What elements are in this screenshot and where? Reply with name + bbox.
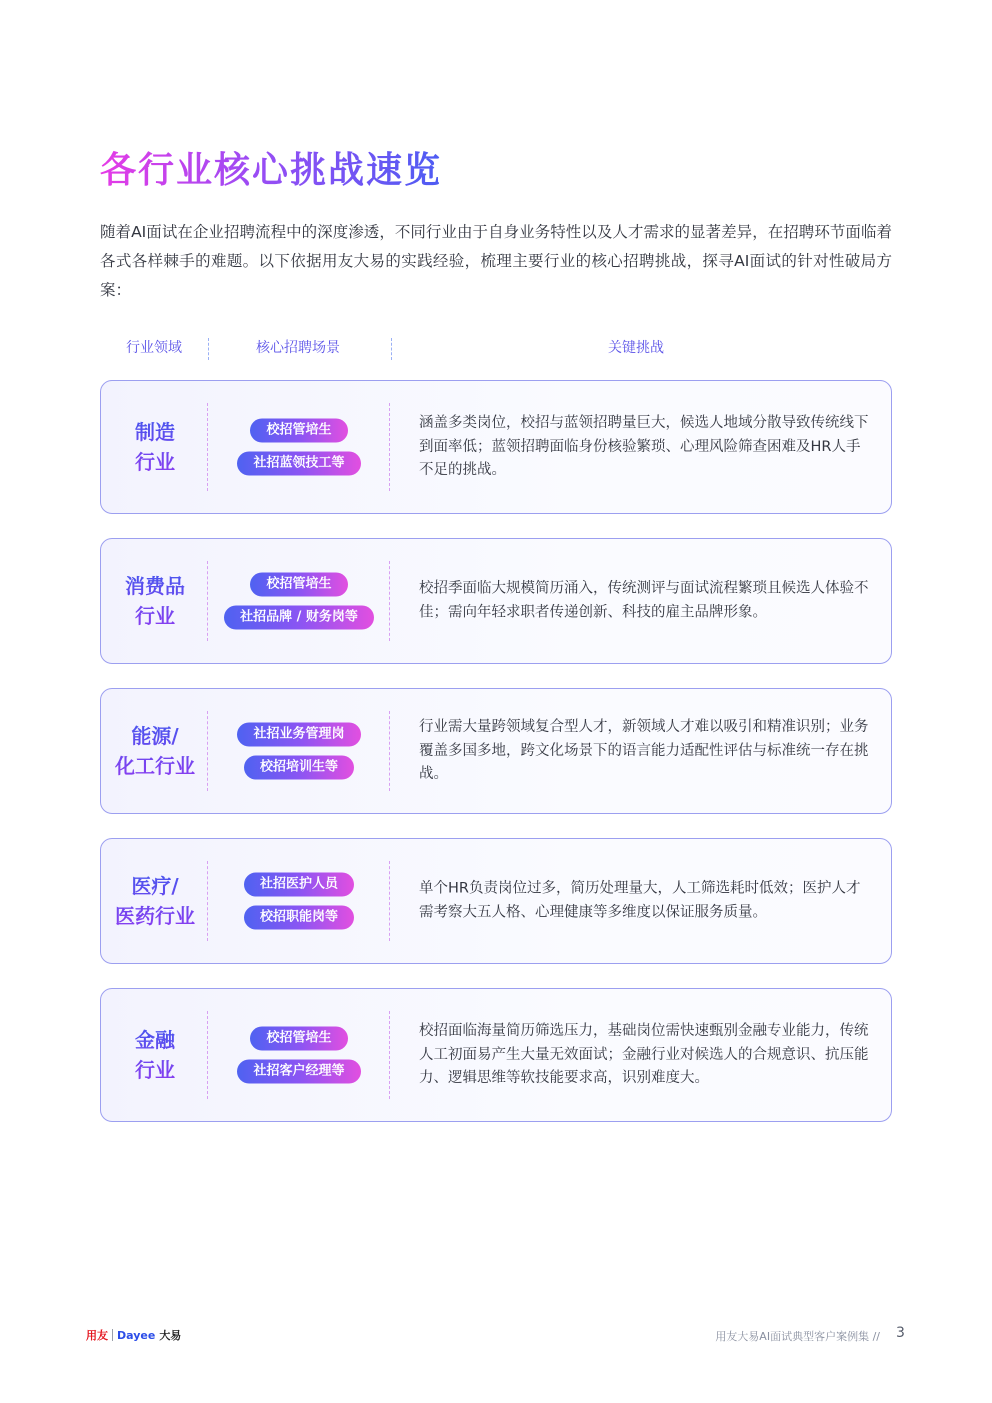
industry-name: 医疗/ 医药行业 [101, 871, 209, 931]
challenge-text: 校招季面临大规模简历涌入，传统测评与面试流程繁琐且候选人体验不佳；需向年轻求职者传递创新、科技的雇主品牌形象。 [419, 580, 869, 620]
scenario-tag: 校招管培生 [250, 419, 347, 443]
scenario-tag: 社招业务管理岗 [237, 723, 360, 747]
challenge-text: 行业需大量跨领域复合型人才，新领域人才难以吸引和精准识别；业务覆盖多国多地，跨文化场景下的语言能力适配性评估与标准统一存在挑战。 [419, 718, 869, 782]
scenario-tags [209, 419, 389, 476]
scenario-tag: 校招管培生 [250, 573, 347, 597]
scenario-tag: 社招客户经理等 [237, 1060, 360, 1084]
table-header [100, 336, 892, 362]
column-divider [207, 711, 208, 791]
column-divider [207, 1011, 208, 1099]
column-divider [389, 1011, 390, 1099]
scenario-tag: 校招培训生等 [244, 756, 354, 780]
column-divider [207, 403, 208, 491]
logo-divider [112, 1329, 113, 1341]
industry-name: 金融 行业 [101, 1025, 209, 1085]
dayee-logo: Dayee [117, 1328, 156, 1342]
footer-note: 用友大易AI面试典型客户案例集 // [715, 1330, 880, 1343]
scenario-tag: 校招管培生 [250, 1027, 347, 1051]
column-divider [389, 403, 390, 491]
header-challenges: 关键挑战 [608, 340, 664, 356]
industry-name: 制造 行业 [101, 417, 209, 477]
scenario-tags [209, 573, 389, 630]
scenario-tag: 校招职能岗等 [244, 906, 354, 930]
scenario-tag: 社招品牌 / 财务岗等 [224, 606, 374, 630]
industry-card-finance [100, 988, 892, 1122]
challenge-text: 单个HR负责岗位过多，简历处理量大，人工筛选耗时低效；医护人才需考察大五人格、心理健康等多维度以保证服务质量。 [419, 880, 861, 920]
dayee-cn-logo: 大易 [159, 1329, 182, 1342]
header-industry: 行业领域 [126, 340, 182, 356]
brand-logo [86, 1326, 181, 1344]
page-title: 各行业核心挑战速览 [100, 142, 442, 193]
industry-card-manufacturing [100, 380, 892, 514]
scenario-tags [209, 873, 389, 930]
scenario-tags [209, 723, 389, 780]
yonyou-logo: 用友 [86, 1329, 108, 1342]
challenge-text: 校招面临海量简历筛选压力，基础岗位需快速甄别金融专业能力，传统人工初面易产生大量无效面试；金融行业对候选人的合规意识、抗压能力、逻辑思维等软技能要求高，识别难度大。 [419, 1022, 869, 1086]
page-number: 3 [896, 1325, 905, 1341]
industry-card-consumer-goods [100, 538, 892, 664]
header-scenario: 核心招聘场景 [256, 340, 340, 356]
industry-name: 能源/ 化工行业 [101, 721, 209, 781]
column-divider [207, 561, 208, 641]
scenario-tag: 社招蓝领技工等 [237, 452, 360, 476]
scenario-tag: 社招医护人员 [244, 873, 354, 897]
industry-name: 消费品 行业 [101, 571, 209, 631]
intro-paragraph: 随着AI面试在企业招聘流程中的深度渗透，不同行业由于自身业务特性以及人才需求的显著差异，在招聘环节面临着各式各样棘手的难题。以下依据用友大易的实践经验，梳理主要行业的核心招聘挑战，探寻AI面试的针对性破局方案： [100, 223, 892, 299]
column-divider [389, 861, 390, 941]
column-divider [389, 711, 390, 791]
challenge-text: 涵盖多类岗位，校招与蓝领招聘量巨大，候选人地域分散导致传统线下到面率低；蓝领招聘面临身份核验繁琐、心理风险筛查困难及HR人手不足的挑战。 [419, 414, 869, 478]
industry-card-medical [100, 838, 892, 964]
column-divider [207, 861, 208, 941]
column-divider [389, 561, 390, 641]
industry-card-energy-chemical [100, 688, 892, 814]
scenario-tags [209, 1027, 389, 1084]
